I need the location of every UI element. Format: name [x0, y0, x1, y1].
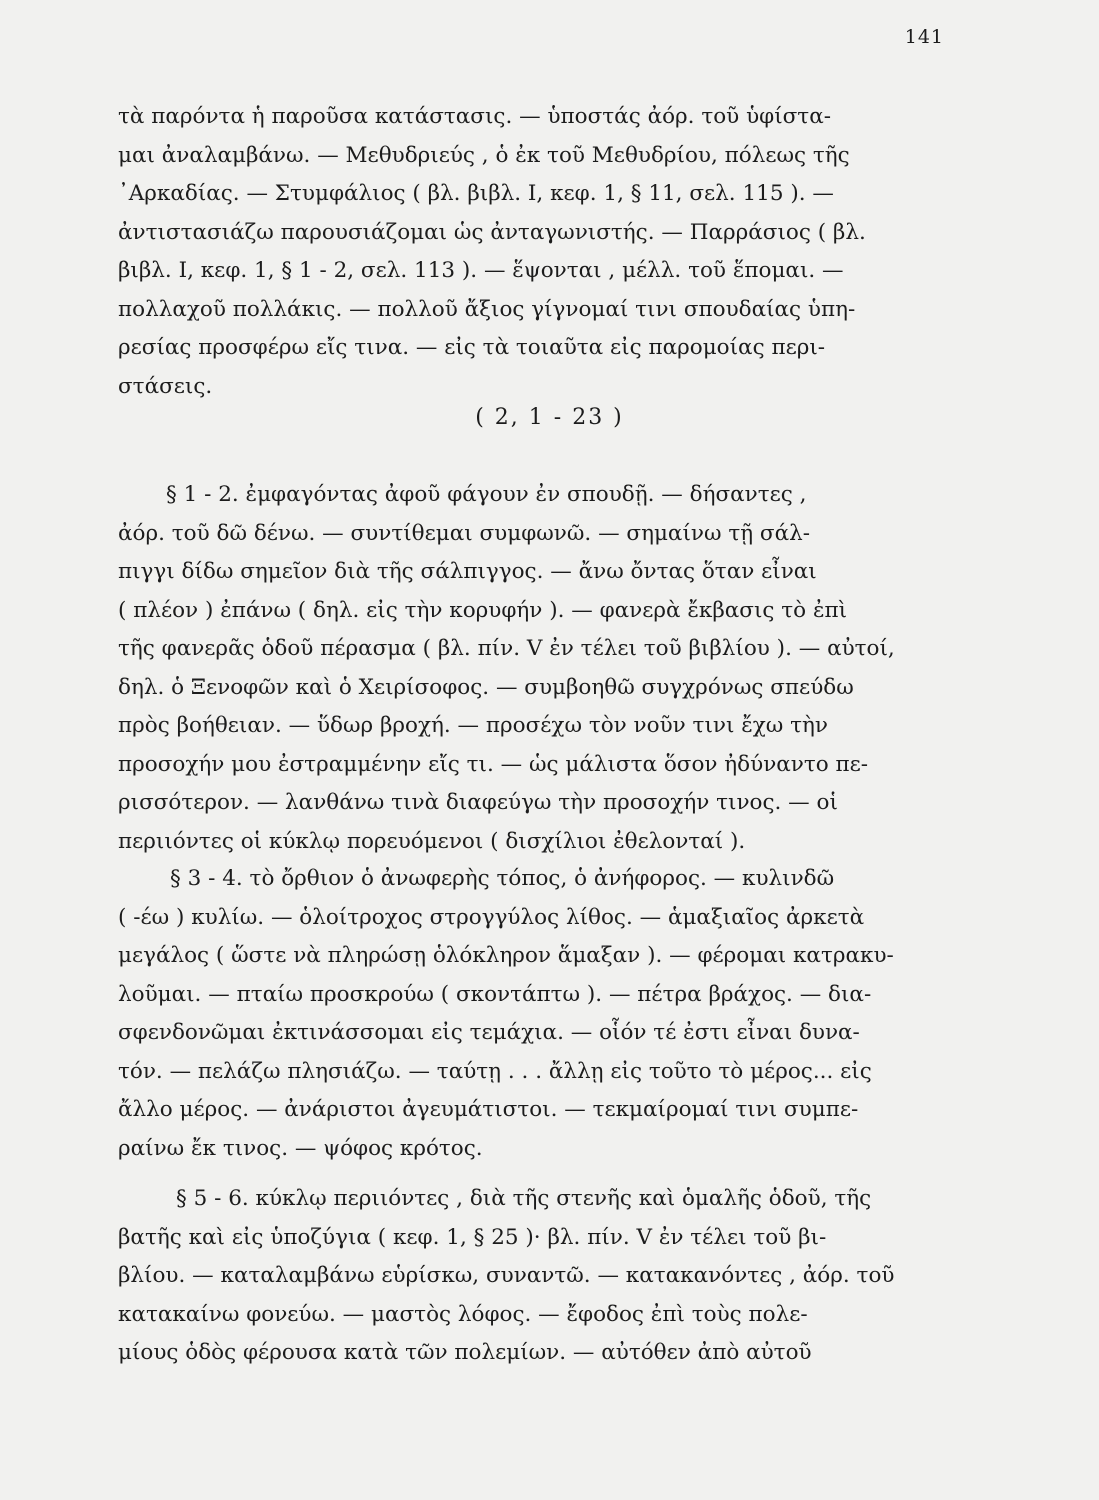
text-line: τόν. — πελάζω πλησιάζω. — ταύτῃ . . . ἄλλῃ εἰς τοῦτο τὸ μέρος... εἰς [118, 1058, 872, 1084]
text-line: βλίου. — καταλαμβάνω εὑρίσκω, συναντῶ. — κατακανόντες , ἀόρ. τοῦ [118, 1263, 895, 1288]
text-line: μαι ἀναλαμβάνω. — Μεθυδριεύς , ὁ ἐκ τοῦ Μεθυδρίου, πόλεως τῆς [118, 142, 850, 168]
text-line: ρεσίας προσφέρω εἴς τινα. — εἰς τὰ τοιαῦτα εἰς παρομοίας περι- [118, 335, 826, 360]
text-line: σφενδονῶμαι ἐκτινάσσομαι εἰς τεμάχια. — οἷόν τέ ἐστι εἶναι δυνα- [118, 1020, 860, 1045]
text-line: ρισσότερον. — λανθάνω τινὰ διαφεύγω τὴν προσοχήν τινος. — οἱ [118, 790, 838, 815]
text-line: βιβλ. I, κεφ. 1, § 1 - 2, σελ. 113 ). — ἕψονται , μέλλ. τοῦ ἕπομαι. — [118, 258, 844, 283]
text-line: ( πλέον ) ἐπάνω ( δηλ. εἰς τὴν κορυφήν ). — φανερὰ ἔκβασις τὸ ἐπὶ [118, 597, 848, 623]
text-line: βατῆς καὶ εἰς ὑποζύγια ( κεφ. 1, § 25 )· βλ. πίν. V ἐν τέλει τοῦ βι- [118, 1224, 827, 1250]
text-line: ραίνω ἔκ τινος. — ψόφος κρότος. [118, 1135, 483, 1161]
text-line: § 3 - 4. τὸ ὄρθιον ὁ ἀνωφερὴς τόπος, ὁ ἀνήφορος. — κυλινδῶ [170, 866, 835, 891]
text-line: ἀντιστασιάζω παρουσιάζομαι ὡς ἀνταγωνιστής. — Παρράσιος ( βλ. [118, 219, 866, 245]
chapter-heading: ( 2, 1 - 23 ) [475, 405, 624, 430]
glossary-section-5-6 [118, 1180, 944, 1373]
text-line: λοῦμαι. — πταίω προσκρούω ( σκοντάπτω ). — πέτρα βράχος. — δια- [118, 981, 872, 1007]
text-line: μίους ὁδὸς φέρουσα κατὰ τῶν πολεμίων. — αὐτόθεν ἀπὸ αὐτοῦ [118, 1340, 812, 1365]
text-line: πιγγι δίδω σημεῖον διὰ τῆς σάλπιγγος. — ἄνω ὄντας ὅταν εἶναι [118, 559, 817, 584]
text-line: πρὸς βοήθειαν. — ὕδωρ βροχή. — προσέχω τὸν νοῦν τινι ἔχω τὴν [118, 713, 828, 738]
glossary-section-intro [118, 98, 944, 406]
glossary-section-1-2 [118, 476, 944, 861]
text-line: ᾿Αρκαδίας. — Στυμφάλιος ( βλ. βιβλ. I, κεφ. 1, § 11, σελ. 115 ). — [118, 181, 834, 206]
text-line: στάσεις. [118, 373, 213, 399]
text-line: τὰ παρόντα ἡ παροῦσα κατάστασις. — ὑποστάς ἀόρ. τοῦ ὑφίστα- [118, 104, 831, 129]
text-line: ἄλλο μέρος. — ἀνάριστοι ἀγευμάτιστοι. — τεκμαίρομαί τινι συμπε- [118, 1097, 859, 1122]
text-line: μεγάλος ( ὥστε νὰ πληρώσῃ ὁλόκληρον ἅμαξαν ). — φέρομαι κατρακυ- [118, 943, 894, 968]
text-line: πολλαχοῦ πολλάκις. — πολλοῦ ἄξιος γίγνομαί τινι σπουδαίας ὑπη- [118, 296, 856, 322]
text-line: προσοχήν μου ἐστραμμένην εἴς τι. — ὡς μάλιστα ὅσον ἠδύναντο πε- [118, 751, 869, 777]
text-line: κατακαίνω φονεύω. — μαστὸς λόφος. — ἔφοδος ἐπὶ τοὺς πολε- [118, 1301, 808, 1327]
text-line: τῆς φανερᾶς ὁδοῦ πέρασμα ( βλ. πίν. V ἐν τέλει τοῦ βιβλίου ). — αὐτοί, [118, 636, 895, 661]
text-line: ἀόρ. τοῦ δῶ δένω. — συντίθεμαι συμφωνῶ. — σημαίνω τῇ σάλ- [118, 520, 811, 546]
page-number: 141 [904, 26, 944, 48]
text-line: ( -έω ) κυλίω. — ὁλοίτροχος στρογγύλος λίθος. — ἁμαξιαῖος ἀρκετὰ [118, 904, 865, 930]
text-line: § 1 - 2. ἐμφαγόντας ἀφοῦ φάγουν ἐν σπουδῇ. — δήσαντες , [166, 482, 807, 507]
glossary-section-3-4 [118, 860, 944, 1168]
text-line: δηλ. ὁ Ξενοφῶν καὶ ὁ Χειρίσοφος. — συμβοηθῶ συγχρόνως σπεύδω [118, 674, 854, 700]
text-line: § 5 - 6. κύκλῳ περιιόντες , διὰ τῆς στενῆς καὶ ὁμαλῆς ὁδοῦ, τῆς [176, 1186, 872, 1211]
text-line: περιιόντες οἱ κύκλῳ πορευόμενοι ( δισχίλιοι ἐθελονταί ). [118, 828, 746, 854]
